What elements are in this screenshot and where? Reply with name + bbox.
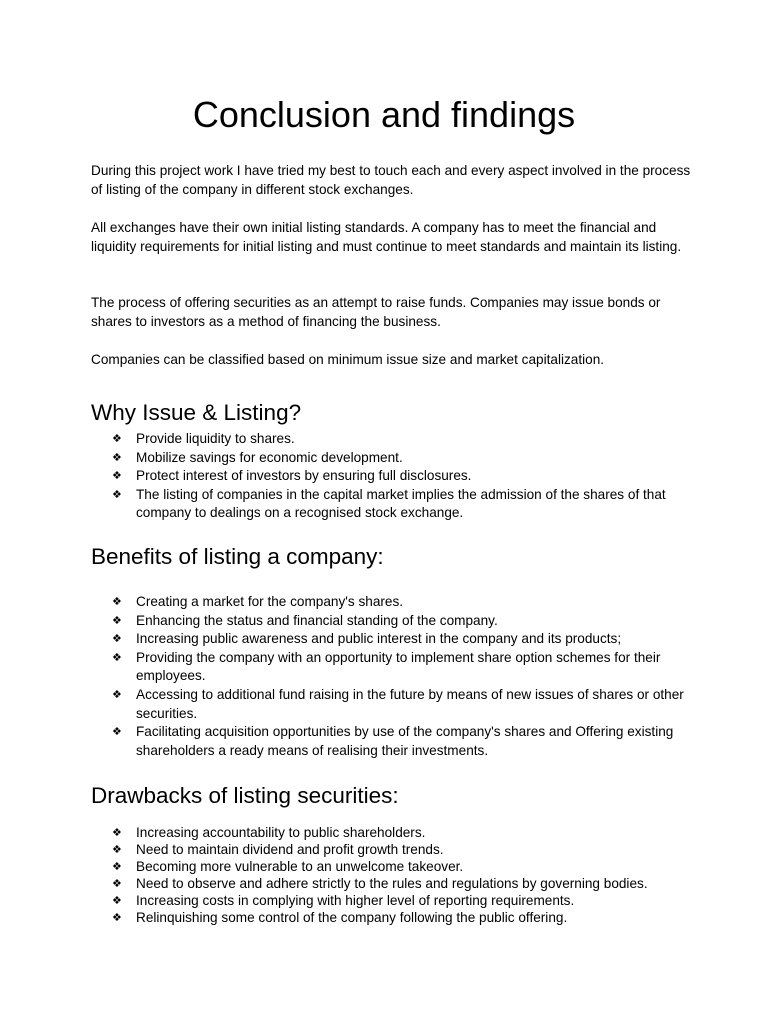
diamond-bullet-icon: ❖ [112, 826, 122, 839]
diamond-bullet-icon: ❖ [112, 725, 122, 739]
list-item-text: Increasing costs in complying with higher level of reporting requirements. [136, 893, 575, 908]
list-item [112, 841, 692, 858]
paragraph-listing-standards: All exchanges have their own initial listing standards. A company has to meet the financial and liquidity requirements for initial listing and must continue to meet standards and maintain its listing. [91, 220, 682, 254]
list-item [112, 449, 692, 468]
section-heading-benefits: Benefits of listing a company: [91, 544, 384, 569]
list-item [112, 630, 692, 649]
diamond-bullet-icon: ❖ [112, 860, 122, 873]
list-item-text: Provide liquidity to shares. [136, 431, 295, 446]
list-item [112, 858, 692, 875]
list-item [112, 593, 692, 612]
list-item-text: Providing the company with an opportunity to implement share option schemes for their employees. [136, 649, 661, 684]
section-heading-why-issue: Why Issue & Listing? [91, 400, 302, 425]
diamond-bullet-icon: ❖ [112, 487, 122, 501]
list-item-text: Enhancing the status and financial standing of the company. [136, 612, 498, 628]
list-item [112, 467, 692, 486]
list-item-text: Need to observe and adhere strictly to the rules and regulations by governing bodies. [136, 876, 648, 891]
list-benefits [112, 593, 692, 760]
paragraph-offering-securities: The process of offering securities as an attempt to raise funds. Companies may issue bonds or shares to investors as a method of financing the business. [91, 295, 661, 329]
list-item [112, 892, 692, 909]
list-item-text: Need to maintain dividend and profit growth trends. [136, 842, 444, 857]
diamond-bullet-icon: ❖ [112, 911, 122, 924]
list-item-text: Creating a market for the company's shares. [136, 594, 404, 609]
diamond-bullet-icon: ❖ [112, 595, 122, 608]
diamond-bullet-icon: ❖ [112, 432, 122, 445]
paragraph-intro: During this project work I have tried my best to touch each and every aspect involved in the process of listing of the company in different stock exchanges. [91, 163, 691, 197]
diamond-bullet-icon: ❖ [112, 843, 122, 856]
list-item [112, 824, 692, 841]
list-item [112, 612, 692, 631]
list-item-text: The listing of companies in the capital market implies the admission of the shares of that company to dealings on a recognised stock exchange. [136, 486, 666, 521]
list-why-issue [112, 430, 692, 523]
list-item [112, 909, 692, 926]
diamond-bullet-icon: ❖ [112, 877, 122, 890]
list-item-text: Protect interest of investors by ensuring full disclosures. [136, 468, 472, 484]
list-item [112, 723, 692, 760]
diamond-bullet-icon: ❖ [112, 632, 122, 646]
list-item-text: Becoming more vulnerable to an unwelcome takeover. [136, 859, 464, 874]
paragraph-classification: Companies can be classified based on minimum issue size and market capitalization. [91, 352, 605, 367]
diamond-bullet-icon: ❖ [112, 894, 122, 907]
diamond-bullet-icon: ❖ [112, 687, 122, 701]
section-heading-drawbacks: Drawbacks of listing securities: [91, 783, 399, 808]
list-item-text: Increasing public awareness and public interest in the company and its products; [136, 631, 622, 647]
diamond-bullet-icon: ❖ [112, 613, 122, 627]
list-drawbacks [112, 824, 692, 926]
list-item [112, 686, 692, 723]
list-item-text: Mobilize savings for economic development. [136, 449, 403, 465]
list-item-text: Facilitating acquisition opportunities by use of the company's shares and Offering existing shareholders a ready means of realising their investments. [136, 724, 674, 758]
diamond-bullet-icon: ❖ [112, 450, 122, 464]
list-item [112, 486, 692, 523]
list-item [112, 430, 692, 449]
diamond-bullet-icon: ❖ [112, 650, 122, 664]
list-item-text: Relinquishing some control of the company following the public offering. [136, 910, 568, 925]
page-title: Conclusion and findings [192, 94, 576, 135]
diamond-bullet-icon: ❖ [112, 469, 122, 483]
list-item-text: Accessing to additional fund raising in the future by means of new issues of shares or other securities. [136, 686, 684, 721]
list-item-text: Increasing accountability to public shareholders. [136, 825, 426, 840]
list-item [112, 649, 692, 686]
list-item [112, 875, 692, 892]
